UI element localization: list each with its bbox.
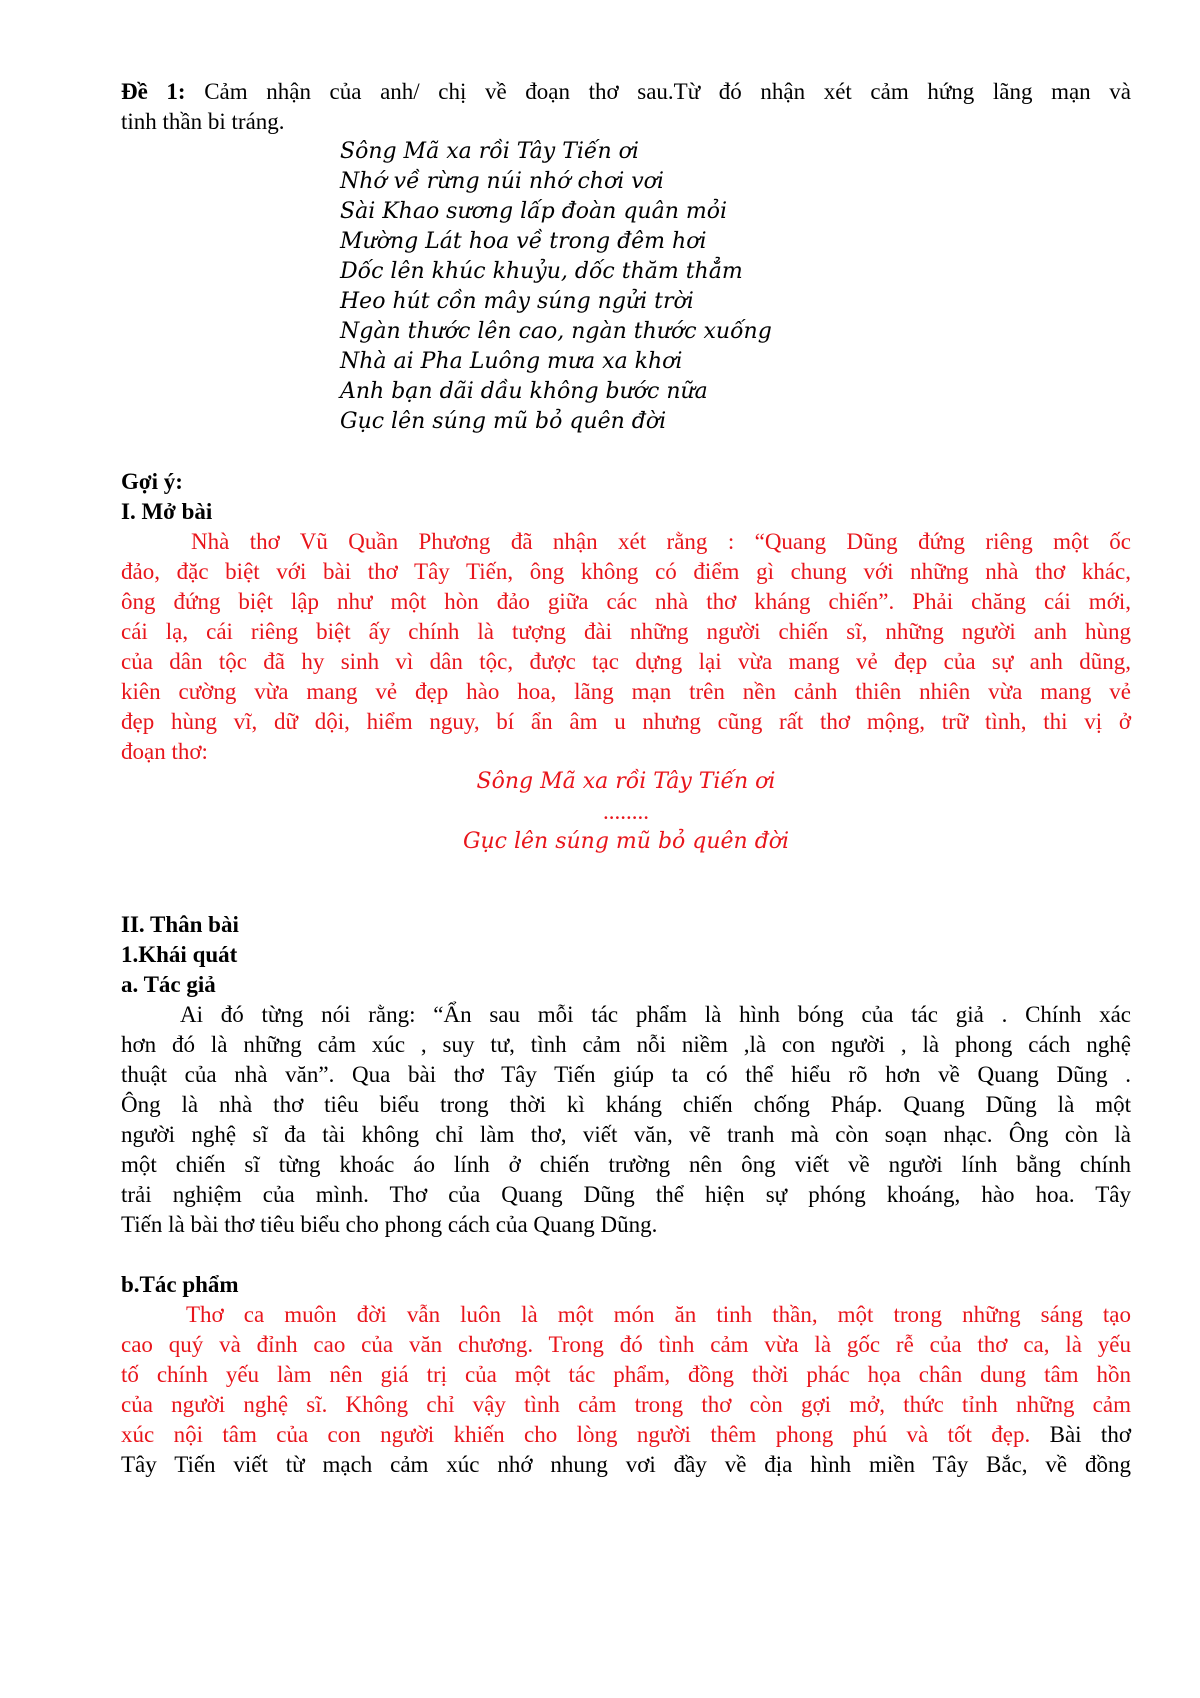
overview-heading: 1.Khái quát [121, 942, 238, 967]
intro-paragraph-line: ông đứng biệt lập như một hòn đảo giữa các nhà thơ kháng chiến”. Phải chăng cái mới, [121, 589, 1131, 614]
work-heading: b.Tác phẩm [121, 1272, 239, 1297]
work-paragraph-line: cao quý và đỉnh cao của văn chương. Trong đó tình cảm vừa là gốc rễ của thơ ca, là yếu [121, 1332, 1131, 1357]
intro-quote-first: Sông Mã xa rồi Tây Tiến ơi [476, 769, 776, 794]
intro-paragraph-line: đẹp hùng vĩ, dữ dội, hiểm nguy, bí ẩn âm u nhưng cũng rất thơ mộng, trữ tình, thi vị ở [121, 709, 1131, 734]
poem-line: Nhà ai Pha Luông mưa xa khơi [340, 349, 683, 374]
intro-heading: I. Mở bài [121, 499, 213, 524]
intro-paragraph-line: đoạn thơ: [121, 739, 208, 764]
author-paragraph-line: trải nghiệm của mình. Thơ của Quang Dũng thể hiện sự phóng khoáng, hào hoa. Tây [121, 1182, 1131, 1207]
author-paragraph-line: thuật của nhà văn”. Qua bài thơ Tây Tiến giúp ta có thể hiểu rõ hơn về Quang Dũng . [121, 1062, 1131, 1087]
question-text: Cảm nhận của anh/ chị về đoạn thơ sau.Từ đó nhận xét cảm hứng lãng mạn và [204, 79, 1131, 104]
intro-paragraph-line: đảo, đặc biệt với bài thơ Tây Tiến, ông không có điểm gì chung với những nhà thơ khác, [121, 559, 1131, 584]
question-label: Đề 1: [121, 79, 186, 104]
work-paragraph-line: Tây Tiến viết từ mạch cảm xúc nhớ nhung vơi đầy về địa hình miền Tây Bắc, về đồng [121, 1452, 1131, 1477]
hint-heading: Gợi ý: [121, 469, 183, 494]
intro-paragraph-line: cái lạ, cái riêng biệt ấy chính là tượng đài những người chiến sĩ, những người anh hùng [121, 619, 1131, 644]
poem-line: Ngàn thước lên cao, ngàn thước xuống [340, 319, 772, 344]
intro-paragraph-line: của dân tộc đã hy sinh vì dân tộc, được tạc dựng lại vừa mang vẻ đẹp của sự anh dũng, [121, 649, 1131, 674]
work-red-text: xúc nội tâm của con người khiến cho lòng người thêm phong phú và tốt đẹp. [121, 1422, 1031, 1447]
author-paragraph-line: Ai đó từng nói rằng: “Ẩn sau mỗi tác phẩm là hình bóng của tác giả . Chính xác [180, 1002, 1131, 1027]
work-paragraph-line: Thơ ca muôn đời vẫn luôn là một món ăn tinh thần, một trong những sáng tạo [186, 1302, 1131, 1327]
poem-line: Dốc lên khúc khuỷu, dốc thăm thẳm [340, 259, 743, 284]
poem-line: Sài Khao sương lấp đoàn quân mỏi [340, 199, 727, 224]
work-paragraph-line: của người nghệ sĩ. Không chỉ vậy tình cảm trong thơ còn gợi mở, thức tỉnh những cảm [121, 1392, 1131, 1417]
work-paragraph-line: tố chính yếu làm nên giá trị của một tác phẩm, đồng thời phác họa chân dung tâm hồn [121, 1362, 1131, 1387]
author-paragraph-line: Ông là nhà thơ tiêu biểu trong thời kì kháng chiến chống Pháp. Quang Dũng là một [121, 1092, 1131, 1117]
work-paragraph-line-mixed [121, 1420, 1131, 1450]
author-heading: a. Tác giả [121, 972, 216, 997]
intro-paragraph-line: Nhà thơ Vũ Quần Phương đã nhận xét rằng : “Quang Dũng đứng riêng một ốc [191, 529, 1131, 554]
question-line-2: tinh thần bi tráng. [121, 109, 285, 134]
author-paragraph-line: hơn đó là những cảm xúc , suy tư, tình cảm nỗi niềm ,là con người , là phong cách nghệ [121, 1032, 1131, 1057]
author-paragraph-line: Tiến là bài thơ tiêu biểu cho phong cách của Quang Dũng. [121, 1212, 658, 1237]
author-paragraph-line: người nghệ sĩ đa tài không chỉ làm thơ, viết văn, vẽ tranh mà còn soạn nhạc. Ông còn là [121, 1122, 1131, 1147]
author-paragraph-line: một chiến sĩ từng khoác áo lính ở chiến trường nên ông viết về người lính bằng chính [121, 1152, 1131, 1177]
question-line-1 [121, 77, 1131, 107]
intro-paragraph-line: kiên cường vừa mang vẻ đẹp hào hoa, lãng mạn trên nền cảnh thiên nhiên vừa mang vẻ [121, 679, 1131, 704]
body-heading: II. Thân bài [121, 912, 239, 937]
poem-line: Sông Mã xa rồi Tây Tiến ơi [340, 139, 639, 164]
poem-line: Nhớ về rừng núi nhớ chơi vơi [340, 169, 664, 194]
poem-line: Mường Lát hoa về trong đêm hơi [340, 229, 707, 254]
poem-line: Anh bạn dãi dầu không bước nữa [340, 379, 708, 404]
poem-line: Heo hút cồn mây súng ngửi trời [340, 289, 694, 314]
poem-line: Gục lên súng mũ bỏ quên đời [340, 409, 667, 434]
intro-quote-ellipsis: ........ [603, 799, 649, 824]
work-black-text: Bài thơ [1030, 1422, 1131, 1447]
intro-quote-last: Gục lên súng mũ bỏ quên đời [462, 829, 790, 854]
